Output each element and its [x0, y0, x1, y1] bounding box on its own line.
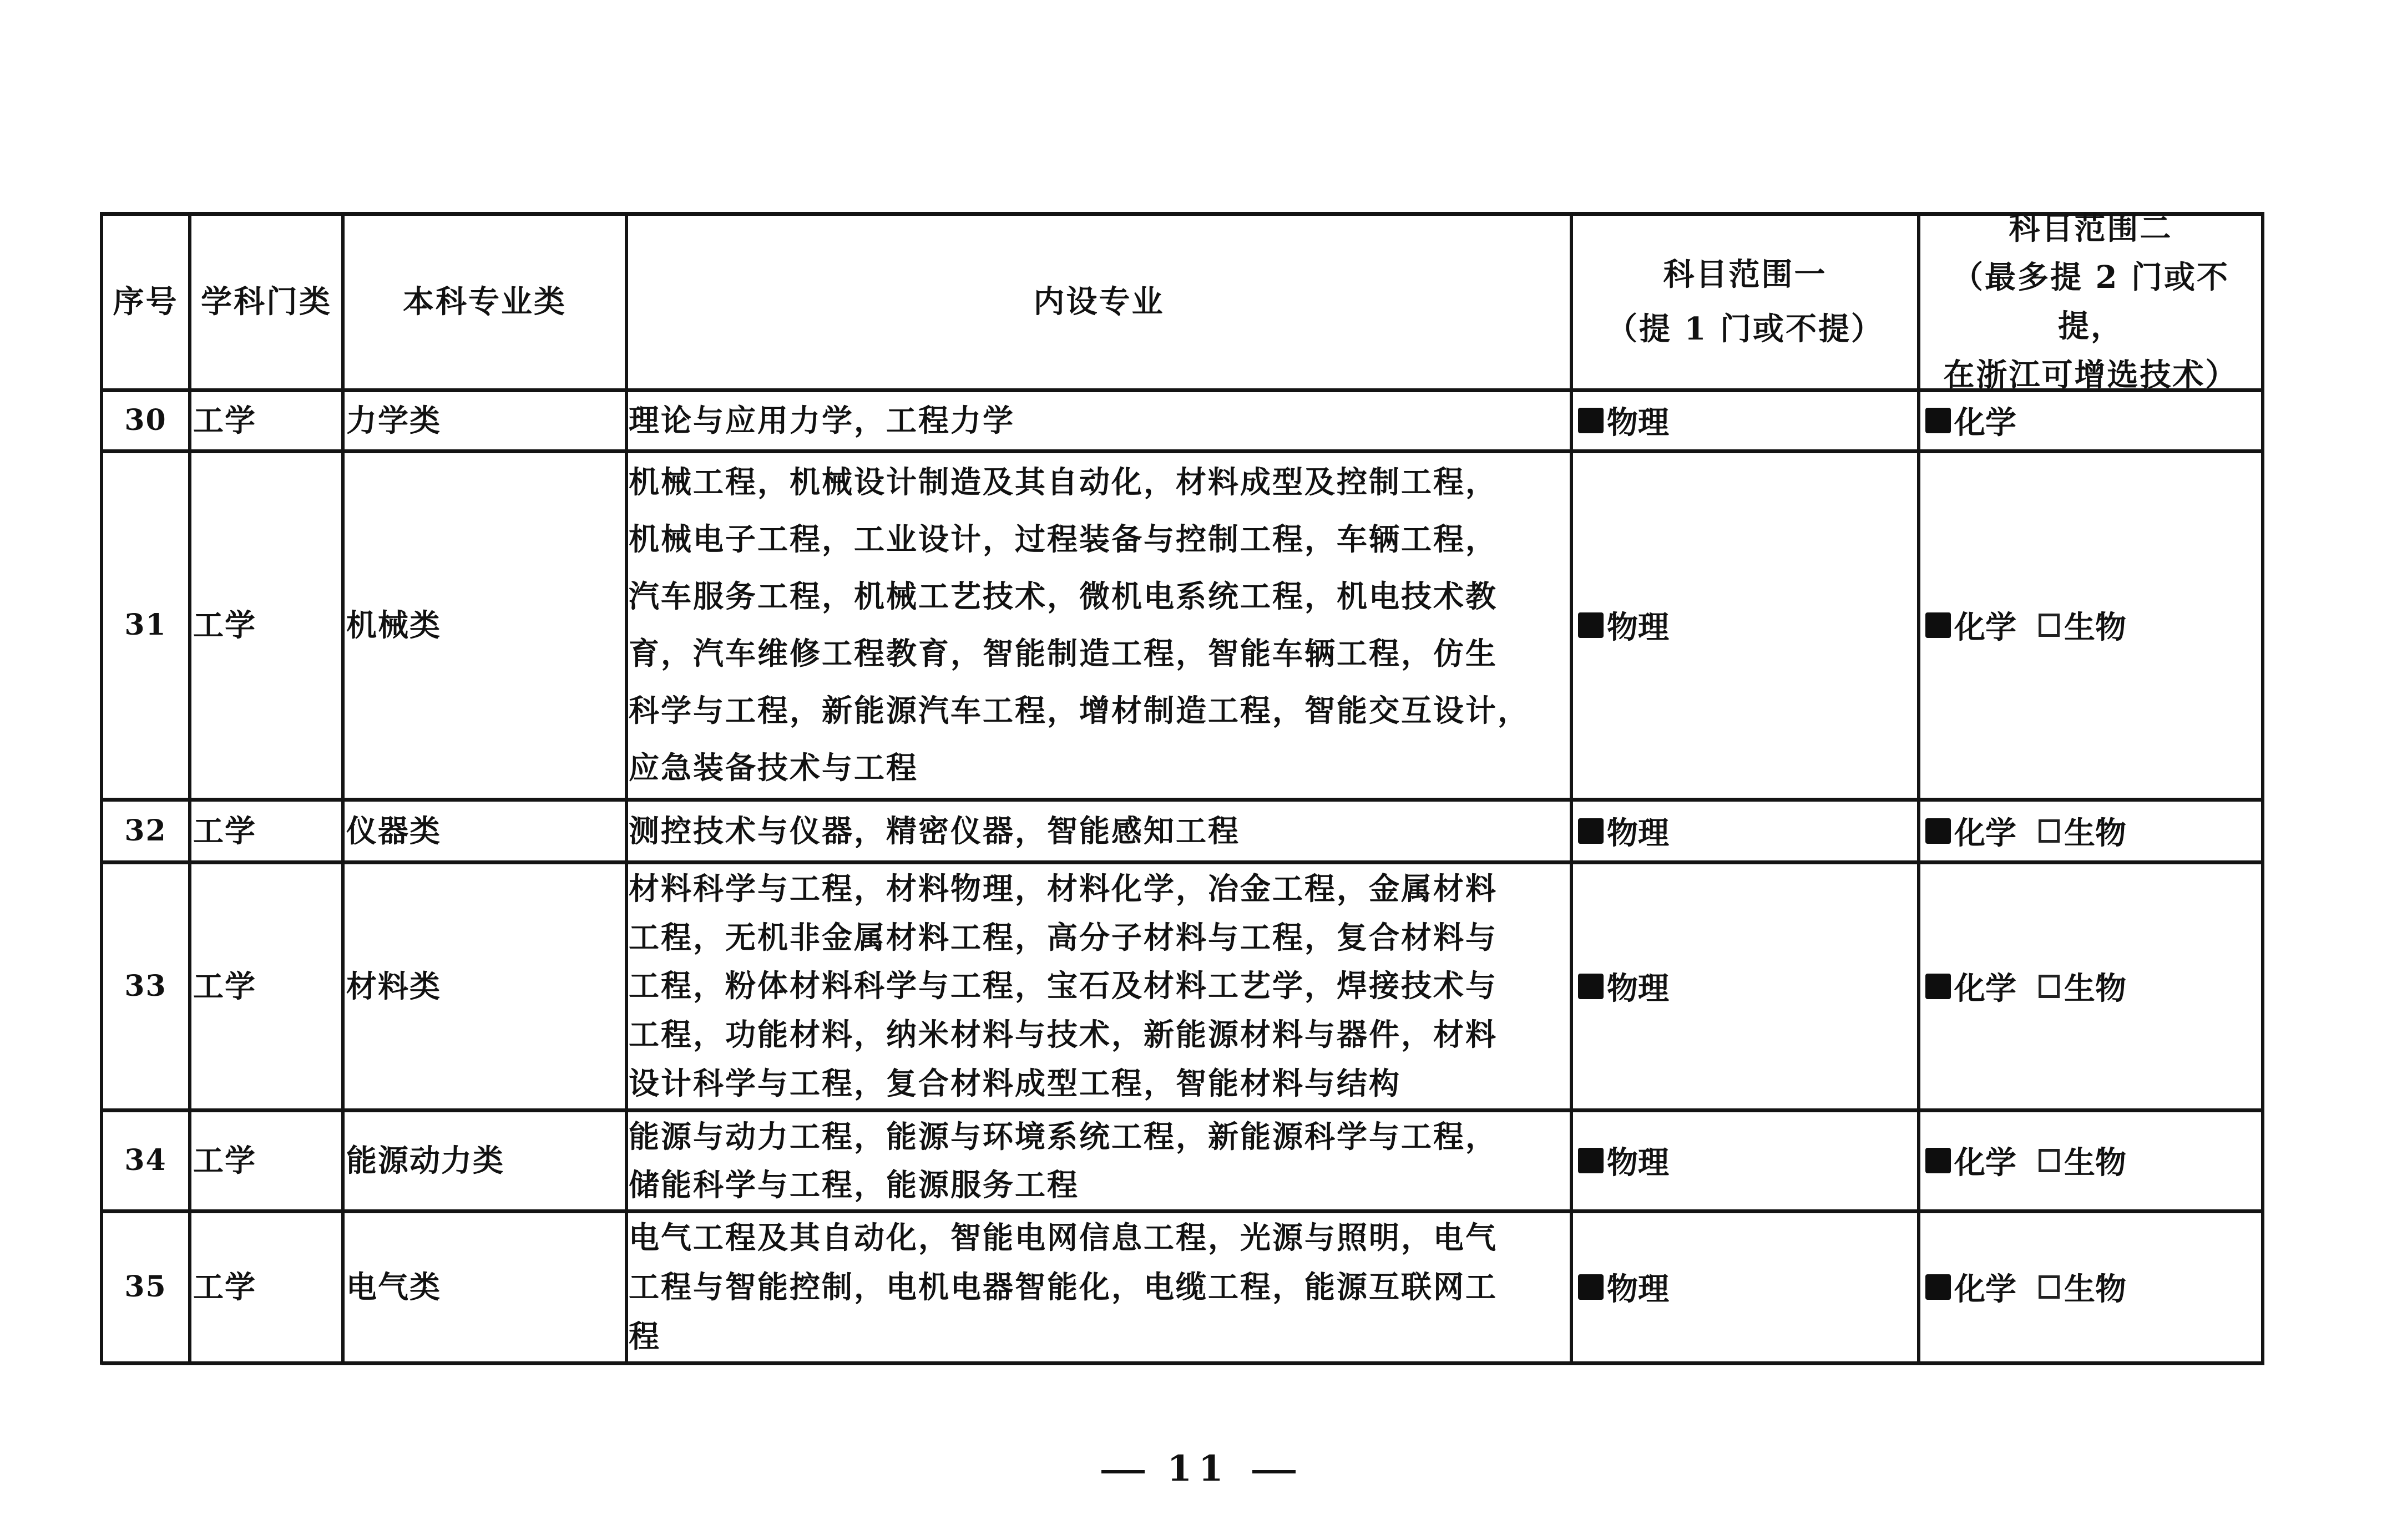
row-scope-two	[1921, 1213, 2261, 1361]
checked-square-icon	[1578, 974, 1604, 999]
majors-list	[629, 1112, 1498, 1209]
subject-label: 物理	[1607, 1271, 1669, 1308]
row-divider	[102, 449, 2264, 453]
row-scope-one	[1574, 392, 1916, 449]
row-discipline-value: 工学	[193, 967, 257, 1004]
subject-label: 化学	[1954, 1271, 2016, 1308]
unchecked-square-icon	[2039, 1149, 2060, 1172]
header-majors	[629, 216, 1569, 388]
majors-line: 工程，功能材料，纳米材料与技术，新能源材料与器件，材料	[629, 1016, 1498, 1053]
row-category-value: 材料类	[346, 967, 442, 1004]
header-index	[104, 216, 188, 388]
row-category	[345, 1112, 624, 1209]
unchecked-square-icon	[2039, 975, 2060, 998]
scope-two-subjects	[1925, 1265, 2126, 1309]
subject-label: 生物	[2064, 1271, 2126, 1308]
row-index-value: 30	[124, 403, 167, 437]
table-right-border	[2261, 212, 2264, 1365]
checked-square-icon	[1925, 1148, 1951, 1173]
majors-list	[629, 864, 1498, 1108]
row-divider	[102, 1209, 2264, 1213]
row-discipline	[192, 802, 341, 860]
row-scope-two	[1921, 392, 2261, 449]
majors-list	[629, 453, 1530, 796]
subject-label: 化学	[1954, 1144, 2016, 1181]
row-category-value: 仪器类	[346, 812, 442, 849]
majors-line: 应急装备技术与工程	[629, 749, 919, 786]
row-discipline	[192, 1112, 341, 1209]
column-divider	[625, 212, 628, 1365]
majors-line: 机械电子工程，工业设计，过程装备与控制工程，车辆工程，	[629, 520, 1498, 557]
subject-label: 物理	[1607, 1144, 1669, 1181]
header-scope-two-line: 在浙江可增选技术）	[1943, 357, 2238, 393]
majors-line: 材料科学与工程，材料物理，材料化学，冶金工程，金属材料	[629, 870, 1498, 906]
checked-square-icon	[1578, 818, 1604, 844]
scope-two-subjects	[1925, 964, 2126, 1009]
checked-square-icon	[1925, 612, 1951, 638]
row-scope-one	[1574, 1213, 1916, 1361]
row-majors	[629, 1213, 1569, 1361]
row-discipline-value: 工学	[193, 1142, 257, 1178]
column-divider	[1917, 212, 1920, 1365]
row-majors	[629, 453, 1569, 797]
majors-list	[629, 802, 1240, 860]
header-discipline-label: 学科门类	[201, 283, 332, 320]
column-divider	[1570, 212, 1573, 1365]
checked-square-icon	[1578, 1274, 1604, 1300]
row-index	[104, 1112, 188, 1209]
header-category	[345, 216, 624, 388]
row-index-value: 31	[124, 608, 167, 642]
row-scope-two	[1921, 802, 2261, 860]
subject-label: 化学	[1954, 970, 2016, 1007]
row-category-value: 力学类	[346, 402, 442, 438]
scope-two-subjects	[1925, 398, 2016, 443]
checked-square-icon	[1925, 818, 1951, 844]
majors-list	[629, 392, 1015, 449]
majors-line: 设计科学与工程，复合材料成型工程，智能材料与结构	[629, 1065, 1402, 1102]
subject-label: 生物	[2064, 970, 2126, 1007]
row-scope-one	[1574, 453, 1916, 797]
subject-label: 化学	[1954, 609, 2016, 646]
checked-square-icon	[1578, 1148, 1604, 1173]
page-number-dash-right	[1252, 1470, 1296, 1473]
row-discipline-value: 工学	[193, 1269, 257, 1305]
row-discipline	[192, 392, 341, 449]
row-discipline-value: 工学	[193, 402, 257, 438]
row-category-value: 电气类	[346, 1269, 442, 1305]
subject-label: 物理	[1607, 404, 1669, 441]
subject-label: 物理	[1607, 609, 1669, 646]
row-divider	[102, 798, 2264, 802]
subject-label: 生物	[2064, 814, 2126, 852]
majors-line: 工程，无机非金属材料工程，高分子材料与工程，复合材料与	[629, 919, 1498, 955]
row-index-value: 33	[124, 969, 167, 1003]
page-number-dash-left	[1101, 1470, 1145, 1473]
subject-requirements-table	[102, 210, 2263, 1363]
row-scope-two	[1921, 453, 2261, 797]
row-category-value: 能源动力类	[346, 1142, 505, 1178]
majors-line: 电气工程及其自动化，智能电网信息工程，光源与照明，电气	[629, 1219, 1498, 1256]
scope-one-subjects	[1578, 398, 1669, 443]
table-bottom-border	[102, 1361, 2264, 1365]
scope-one-subjects	[1578, 1265, 1669, 1309]
unchecked-square-icon	[2039, 1275, 2060, 1299]
subject-label: 物理	[1607, 970, 1669, 1007]
majors-line: 能源与动力工程，能源与环境系统工程，新能源科学与工程，	[629, 1118, 1498, 1154]
row-discipline	[192, 453, 341, 797]
row-index-value: 35	[124, 1270, 167, 1304]
row-scope-two	[1921, 864, 2261, 1108]
row-discipline	[192, 864, 341, 1108]
row-index-value: 32	[124, 813, 167, 848]
row-scope-one	[1574, 864, 1916, 1108]
row-scope-one	[1574, 802, 1916, 860]
row-majors	[629, 864, 1569, 1108]
checked-square-icon	[1925, 1274, 1951, 1300]
page-number	[0, 1448, 2397, 1490]
column-divider	[341, 212, 345, 1365]
header-scope-two	[1921, 210, 2261, 393]
row-category-value: 机械类	[346, 607, 442, 643]
column-divider	[188, 212, 191, 1365]
row-discipline	[192, 1213, 341, 1361]
row-majors	[629, 802, 1569, 860]
row-category	[345, 864, 624, 1108]
row-category	[345, 453, 624, 797]
majors-line: 工程与智能控制，电机电器智能化，电缆工程，能源互联网工	[629, 1268, 1498, 1305]
row-index-value: 34	[124, 1143, 167, 1177]
row-index	[104, 453, 188, 797]
row-majors	[629, 1112, 1569, 1209]
header-majors-label: 内设专业	[1033, 283, 1165, 320]
row-discipline-value: 工学	[193, 812, 257, 849]
majors-line: 测控技术与仪器，精密仪器，智能感知工程	[629, 812, 1241, 849]
subject-label: 化学	[1954, 404, 2016, 441]
unchecked-square-icon	[2039, 819, 2060, 843]
unchecked-square-icon	[2039, 614, 2060, 637]
row-discipline-value: 工学	[193, 607, 257, 643]
header-category-label: 本科专业类	[403, 283, 567, 320]
row-index	[104, 864, 188, 1108]
subject-label: 化学	[1954, 814, 2016, 852]
header-scope-two-line: （最多提 2 门或不提，	[1952, 259, 2229, 345]
row-index	[104, 802, 188, 860]
majors-line: 汽车服务工程，机械工艺技术，微机电系统工程，机电技术教	[629, 578, 1498, 614]
row-scope-one	[1574, 1112, 1916, 1209]
subject-label: 生物	[2064, 1144, 2126, 1181]
header-index-label: 序号	[113, 283, 179, 320]
row-index	[104, 1213, 188, 1361]
scope-two-subjects	[1925, 1138, 2126, 1183]
subject-label: 物理	[1607, 814, 1669, 852]
checked-square-icon	[1578, 612, 1604, 638]
header-scope-one-line: 科目范围一	[1663, 256, 1827, 293]
majors-line: 科学与工程，新能源汽车工程，增材制造工程，智能交互设计，	[629, 692, 1530, 728]
header-scope-two-line: 科目范围二	[2009, 210, 2173, 247]
scope-one-subjects	[1578, 1138, 1669, 1183]
row-divider	[102, 860, 2264, 864]
header-scope-one	[1574, 216, 1916, 388]
subject-label: 生物	[2064, 609, 2126, 646]
majors-line: 程	[629, 1318, 661, 1354]
majors-line: 工程，粉体材料科学与工程，宝石及材料工艺学，焊接技术与	[629, 967, 1498, 1004]
majors-line: 理论与应用力学，工程力学	[629, 402, 1015, 438]
scope-one-subjects	[1578, 809, 1669, 853]
majors-line: 储能科学与工程，能源服务工程	[629, 1166, 1080, 1203]
row-majors	[629, 392, 1569, 449]
row-category	[345, 802, 624, 860]
scope-one-subjects	[1578, 964, 1669, 1009]
majors-list	[629, 1213, 1498, 1361]
header-discipline	[192, 216, 341, 388]
page-number-value: 11	[1167, 1448, 1230, 1490]
row-index	[104, 392, 188, 449]
row-category	[345, 1213, 624, 1361]
majors-line: 机械工程，机械设计制造及其自动化，材料成型及控制工程，	[629, 463, 1498, 500]
checked-square-icon	[1578, 408, 1604, 433]
row-divider	[102, 1108, 2264, 1112]
majors-line: 育，汽车维修工程教育，智能制造工程，智能车辆工程，仿生	[629, 635, 1498, 671]
scope-one-subjects	[1578, 603, 1669, 647]
row-category	[345, 392, 624, 449]
checked-square-icon	[1925, 974, 1951, 999]
table-left-border	[100, 212, 103, 1365]
row-scope-two	[1921, 1112, 2261, 1209]
scope-two-subjects	[1925, 809, 2126, 853]
header-scope-one-line: （提 1 门或不提）	[1606, 311, 1884, 347]
checked-square-icon	[1925, 408, 1951, 433]
scope-two-subjects	[1925, 603, 2126, 647]
